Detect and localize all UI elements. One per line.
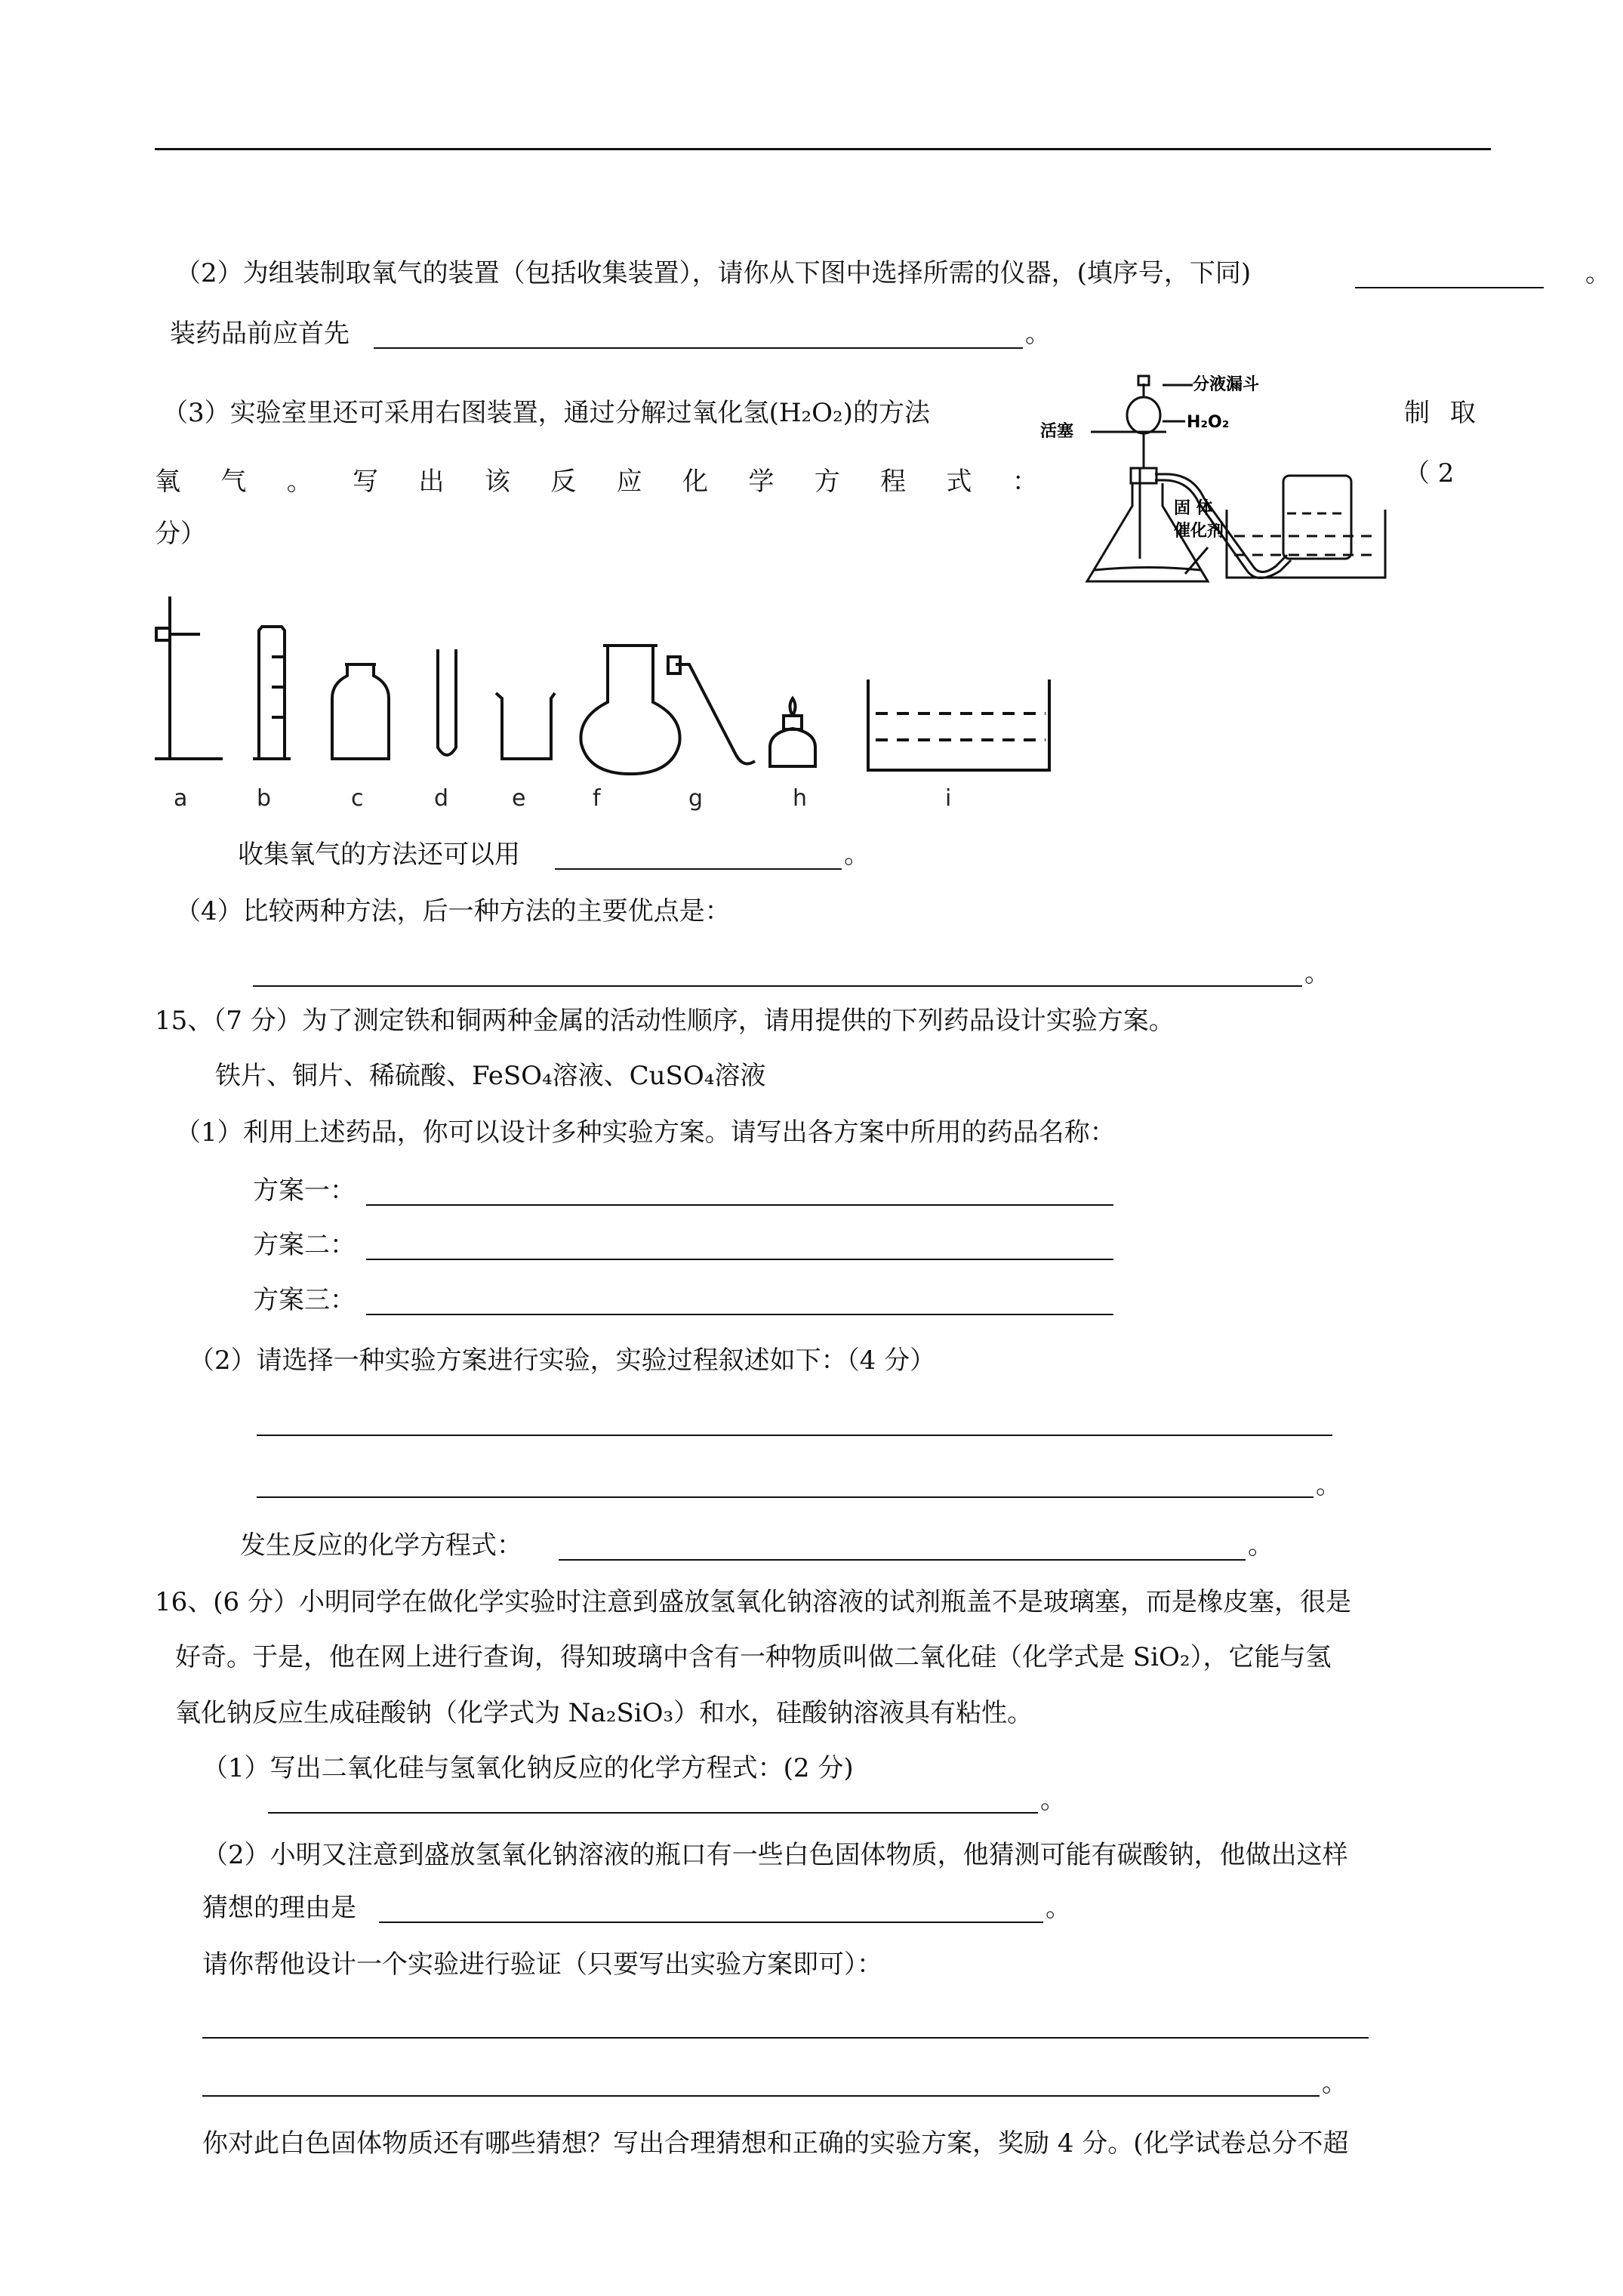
answer-blank-collect[interactable]	[555, 868, 842, 870]
q16-p1-end: 。	[1040, 1785, 1066, 1815]
q15-eq-label: 发生反应的化学方程式：	[240, 1530, 522, 1561]
answer-blank-reason[interactable]	[379, 1922, 1043, 1923]
q14-p3-line1: （3）实验室里还可采用右图装置，通过分解过氧化氢(H₂O₂)的方法	[162, 398, 930, 428]
q15-plan-2-label: 方案二：	[253, 1230, 356, 1260]
q16-p2-line2: 猜想的理由是	[202, 1893, 356, 1923]
answer-blank-sio2-equation[interactable]	[268, 1812, 1038, 1814]
q14-p3-line2-right: （ 2	[1404, 458, 1455, 488]
q14-p2-line1: （2）为组装制取氧气的装置（包括收集装置），请你从下图中选择所需的仪器，(填序号，下同)	[175, 258, 1252, 288]
answer-blank-verify-2[interactable]	[202, 2095, 1320, 2097]
instruments-figure	[147, 589, 1083, 778]
answer-blank-process-1[interactable]	[257, 1435, 1332, 1436]
answer-blank-plan-1[interactable]	[366, 1204, 1113, 1206]
answer-blank-verify-1[interactable]	[202, 2037, 1369, 2039]
q14-p2-line2: 装药品前应首先	[170, 319, 350, 349]
q16-p1: （1）写出二氧化硅与氢氧化钠反应的化学方程式：(2 分)	[202, 1753, 854, 1783]
q16-p2-line2-end: 。	[1046, 1893, 1071, 1923]
instrument-label-c: c	[351, 785, 364, 812]
h2o2-apparatus-figure	[1034, 362, 1397, 589]
q14-p2-line2-end: 。	[1025, 319, 1051, 349]
q15-p2: （2）请选择一种实验方案进行实验，实验过程叙述如下：（4 分）	[189, 1345, 936, 1376]
label-h2o2: H₂O₂	[1187, 413, 1230, 432]
instrument-label-g: g	[688, 785, 704, 812]
label-funnel: 分液漏斗	[1193, 375, 1260, 394]
q15-title: 15、（7 分）为了测定铁和铜两种金属的活动性顺序，请用提供的下列药品设计实验方案。	[155, 1006, 1175, 1036]
q15-p1: （1）利用上述药品，你可以设计多种实验方案。请写出各方案中所用的药品名称：	[175, 1117, 1116, 1148]
q15-p2-end: 。	[1316, 1470, 1341, 1500]
q15-plan-3-label: 方案三：	[253, 1285, 356, 1315]
answer-blank-instruments[interactable]	[1355, 287, 1544, 288]
answer-blank-plan-3[interactable]	[366, 1314, 1113, 1315]
q14-collect-line: 收集氧气的方法还可以用	[238, 840, 520, 870]
q14-collect-end: 。	[844, 840, 870, 870]
q14-p4-line: （4）比较两种方法，后一种方法的主要优点是：	[175, 896, 731, 926]
answer-blank-process-2[interactable]	[257, 1496, 1313, 1498]
q16-line1: 16、(6 分）小明同学在做化学实验时注意到盛放氢氧化钠溶液的试剂瓶盖不是玻璃塞，而是橡皮塞，很是	[155, 1587, 1351, 1617]
answer-blank-check[interactable]	[374, 347, 1023, 349]
q16-line3: 氧化钠反应生成硅酸钠（化学式为 Na₂SiO₃）和水，硅酸钠溶液具有粘性。	[175, 1698, 1033, 1728]
q16-bonus: 你对此白色固体物质还有哪些猜想？写出合理猜想和正确的实验方案，奖励 4 分。(化学试卷总分不超	[202, 2128, 1349, 2159]
instrument-label-i: i	[945, 785, 952, 812]
q14-p3-line3: 分）	[155, 519, 206, 549]
q15-eq-end: 。	[1248, 1530, 1273, 1561]
q14-p3-line2: 氧 气 。 写 出 该 反 应 化 学 方 程 式 ：	[155, 467, 1038, 497]
q16-p2-line3: 请你帮他设计一个实验进行验证（只要写出实验方案即可）：	[202, 1949, 882, 1980]
instrument-label-e: e	[512, 785, 526, 812]
instrument-label-d: d	[434, 785, 449, 812]
label-catalyst-1: 固 体	[1174, 499, 1213, 518]
q16-p2-line1: （2）小明又注意到盛放氢氧化钠溶液的瓶口有一些白色固体物质，他猜测可能有碳酸钠，他做出这样	[202, 1840, 1348, 1870]
label-catalyst-2: 催化剂	[1174, 522, 1224, 541]
answer-blank-advantage[interactable]	[253, 985, 1302, 987]
q15-reagents: 铁片、铜片、稀硫酸、FeSO₄溶液、CuSO₄溶液	[215, 1061, 766, 1091]
answer-blank-equation[interactable]	[559, 1559, 1246, 1561]
label-stopcock: 活塞	[1040, 422, 1074, 441]
q14-p4-end: 。	[1304, 958, 1330, 988]
q16-p2-end: 。	[1322, 2068, 1347, 2098]
q14-p2-line1-end: 。	[1585, 258, 1611, 288]
answer-blank-plan-2[interactable]	[366, 1259, 1113, 1260]
instrument-label-b: b	[257, 785, 272, 812]
q16-line2: 好奇。于是，他在网上进行查询，得知玻璃中含有一种物质叫做二氧化硅（化学式是 SiO₂），它能与氢	[175, 1642, 1332, 1672]
q14-p3-line1-right: 制 取	[1404, 398, 1482, 428]
q15-plan-1-label: 方案一：	[253, 1176, 356, 1206]
header-rule	[155, 148, 1491, 150]
instrument-label-h: h	[793, 785, 808, 812]
instrument-label-f: f	[593, 785, 601, 812]
instrument-label-a: a	[174, 785, 188, 812]
